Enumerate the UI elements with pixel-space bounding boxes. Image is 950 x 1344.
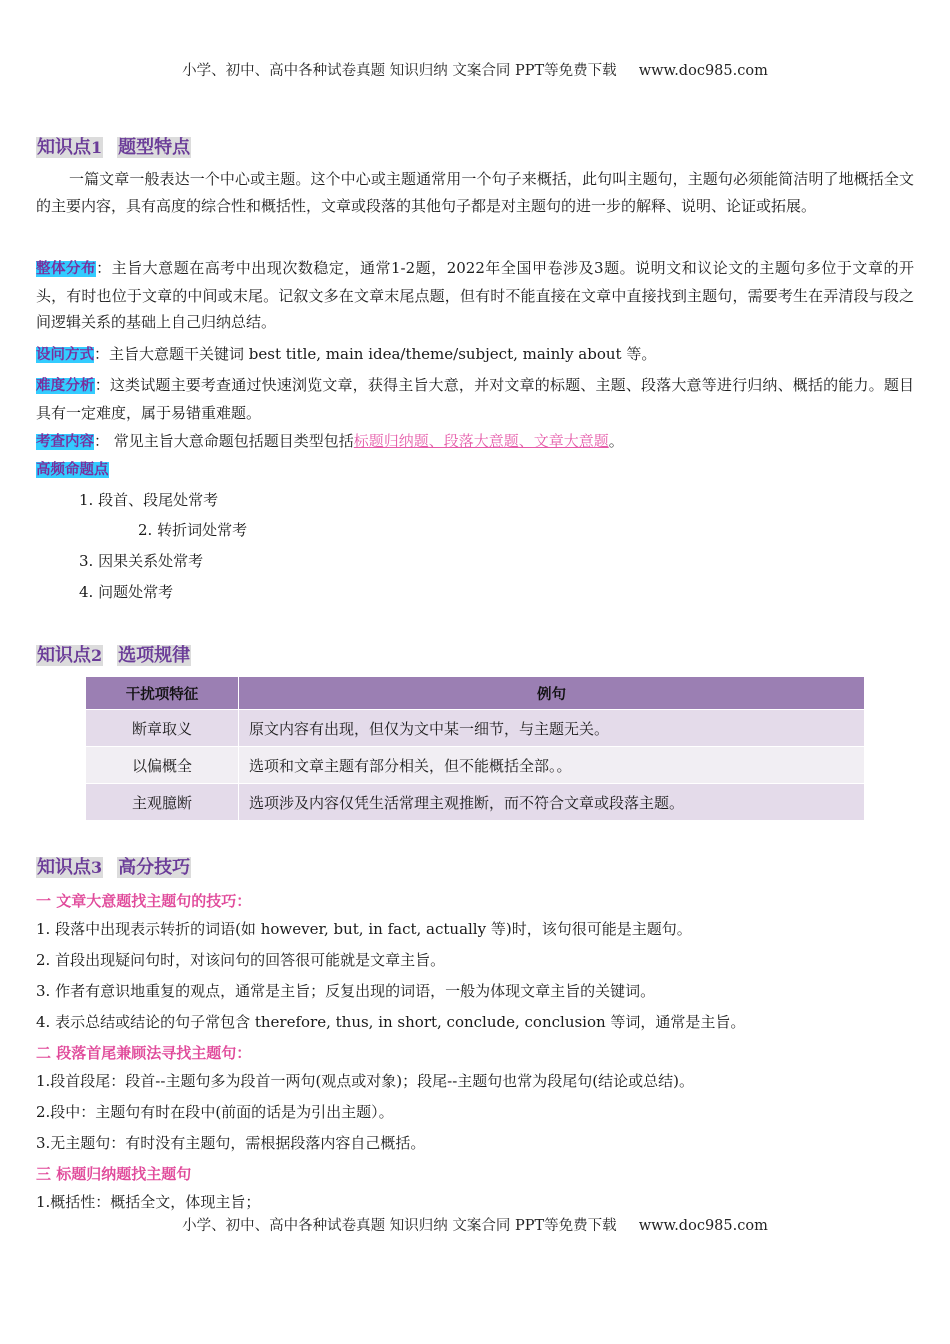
table-cell-example: 选项涉及内容仅凭生活常理主观推断，而不符合文章或段落主题。 [239,784,865,821]
subsection-2-title: 二 段落首尾兼顾法寻找主题句： [36,1044,252,1062]
section-3-heading [36,853,191,879]
table-row [86,784,865,821]
tip-item: 4. 表示总结或结论的句子常包含 therefore, thus, in short, conclude, conclusion 等词，通常是主旨。 [36,1013,746,1031]
footer-text: 小学、初中、高中各种试卷真题 知识归纳 文案合同 PPT等免费下载 [182,1218,617,1234]
frequency-item: 4. 问题处常考 [79,583,174,601]
distribution-tag: 整体分布 [36,261,97,277]
frequency-item: 3. 因果关系处常考 [79,552,204,570]
section-1-title: 题型特点 [118,137,191,158]
content-end: 。 [608,432,624,450]
frequency-item: 1. 段首、段尾处常考 [79,491,219,509]
content-text: ： 常见主旨大意命题包括题目类型包括 [94,432,354,450]
frequency-item: 2. 转折词处常考 [138,521,248,539]
question-style-text: ：主旨大意题干关键词 best title, main idea/theme/subject, mainly about 等。 [94,345,657,363]
footer-site: www.doc985.com [638,1218,768,1234]
tip-item: 1. 段落中出现表示转折的词语(如 however, but, in fact, actually 等)时，该句很可能是主题句。 [36,920,692,938]
table-row [86,747,865,784]
content-link: 标题归纳题、段落大意题、文章大意题 [353,432,609,450]
section-3-label: 知识点 [37,857,91,878]
tip-item: 1.段首段尾：段首--主题句多为段首一两句(观点或对象)；段尾--主题句也常为段尾句(结论或总结)。 [36,1072,694,1090]
table-row [86,710,865,747]
page-header [0,59,950,80]
subsection-1-title: 一 文章大意题找主题句的技巧： [36,892,252,910]
section-1-heading [36,133,191,159]
difficulty-text: ：这类试题主要考查通过快速浏览文章，获得主旨大意，并对文章的标题、主题、段落大意等进行归纳、概括的能力。题目具有一定难度，属于易错重难题。 [36,376,914,422]
question-style-paragraph [36,341,914,369]
table-cell-example: 原文内容有出现，但仅为文中某一细节，与主题无关。 [239,710,865,747]
table-header-feature: 干扰项特征 [86,677,239,710]
table-cell-feature: 以偏概全 [86,747,239,784]
table-header-row [86,677,865,710]
tip-item: 3.无主题句：有时没有主题句，需根据段落内容自己概括。 [36,1134,426,1152]
intro-paragraph: 一篇文章一般表达一个中心或主题。这个中心或主题通常用一个句子来概括，此句叫主题句，主题句必须能简洁明了地概括全文的主要内容，具有高度的综合性和概括性，文章或段落的其他句子都是对主题句的进一步的解释、说明、论证或拓展。 [36,170,914,215]
section-2-num: 2 [91,646,103,665]
section-2-heading [36,641,191,667]
difficulty-tag: 难度分析 [36,378,95,394]
tip-item: 1.概括性：概括全文，体现主旨； [36,1193,261,1211]
section-2-title: 选项规律 [118,645,191,666]
section-2-label: 知识点 [37,645,91,666]
question-style-tag: 设问方式 [36,347,94,363]
header-text: 小学、初中、高中各种试卷真题 知识归纳 文案合同 PPT等免费下载 [182,63,617,79]
table-header-example: 例句 [239,677,865,710]
subsection-3-title: 三 标题归纳题找主题句 [36,1165,192,1183]
distribution-paragraph [36,255,914,336]
difficulty-paragraph [36,372,914,426]
tip-item: 3. 作者有意识地重复的观点，通常是主旨；反复出现的词语，一般为体现文章主旨的关键词。 [36,982,656,1000]
section-1-num: 1 [91,138,103,157]
distribution-text: ：主旨大意题在高考中出现次数稳定，通常1-2题，2022年全国甲卷涉及3题。说明文和议论文的主题句多位于文章的开头，有时也位于文章的中间或末尾。记叙文多在文章末尾点题，但有时不能直接在文章中直接找到主题句，需要考生在弄清段与段之间逻辑关系的基础上自己归纳总结。 [36,259,914,331]
table-cell-feature: 断章取义 [86,710,239,747]
tip-item: 2.段中：主题句有时在段中(前面的话是为引出主题）。 [36,1103,394,1121]
table-cell-example: 选项和文章主题有部分相关，但不能概括全部。。 [239,747,865,784]
tip-item: 2. 首段出现疑问句时，对该问句的回答很可能就是文章主旨。 [36,951,446,969]
frequency-tag: 高频命题点 [36,462,109,478]
section-3-title: 高分技巧 [118,857,191,878]
page-footer [0,1214,950,1235]
section-3-num: 3 [91,858,103,877]
content-tag: 考查内容 [36,434,94,450]
header-site: www.doc985.com [638,63,768,79]
frequency-heading [36,456,914,484]
table-cell-feature: 主观臆断 [86,784,239,821]
section-1-label: 知识点 [37,137,91,158]
option-table [85,676,865,821]
content-paragraph [36,428,914,456]
